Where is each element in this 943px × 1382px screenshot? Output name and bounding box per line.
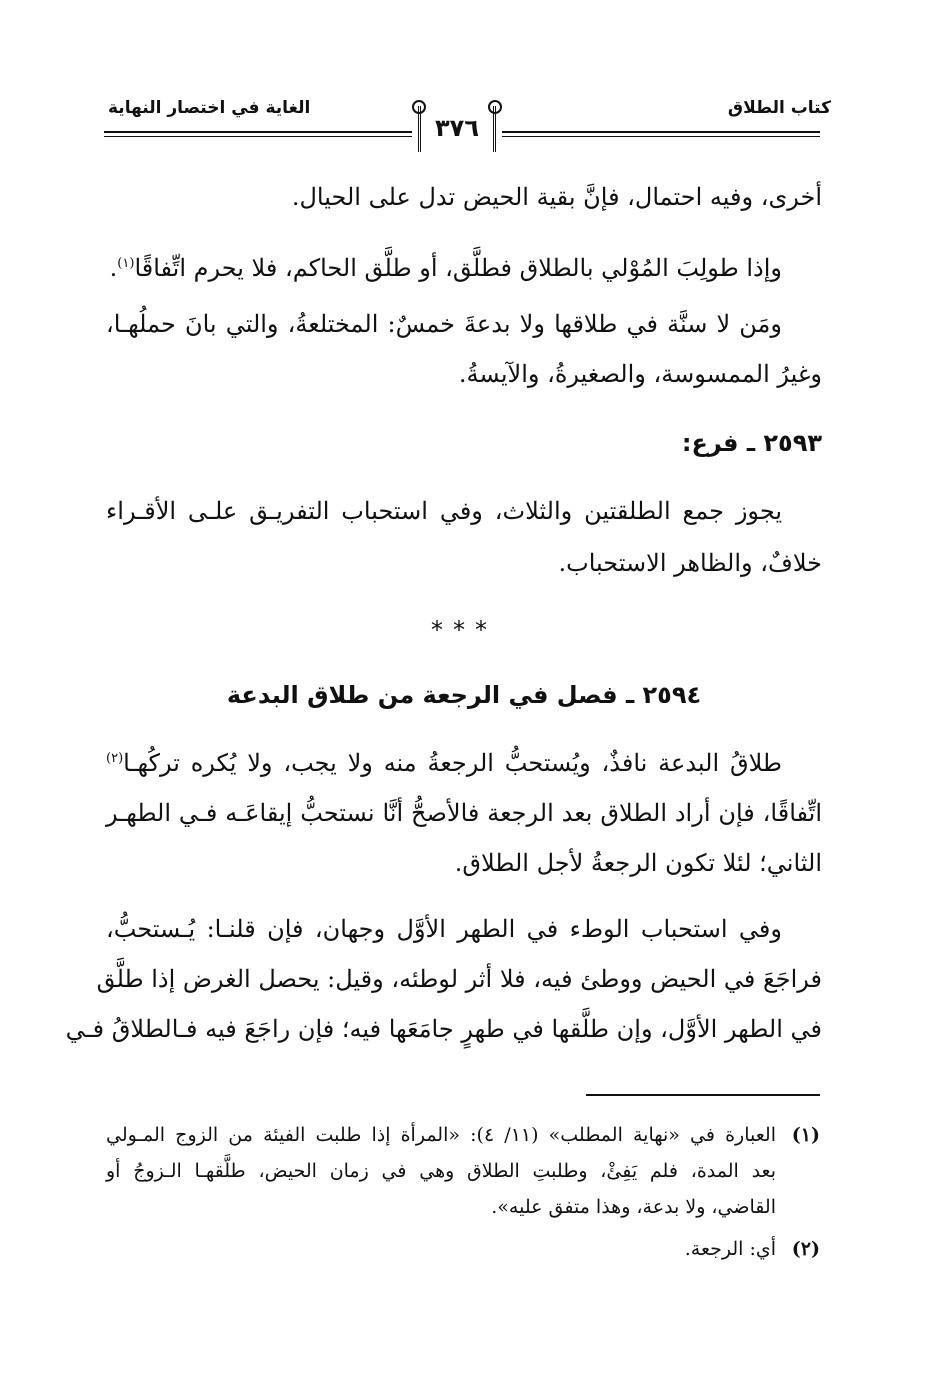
text-span: . [109, 254, 118, 282]
text-span: طلاقُ البدعة نافذٌ، ويُستحبُّ الرجعةُ منه ولا يجب، ولا يُكره تركُهـا [123, 749, 782, 777]
footnote-number: (٢) [791, 1238, 820, 1260]
footnote-ref-1: (١) [117, 256, 135, 271]
footnote-number: (١) [791, 1124, 820, 1146]
text-line: فراجَعَ في الحيض ووطئ فيه، فلا أثر لوطئه، وقيل: يحصل الغرض إذا طلَّق [96, 965, 822, 993]
footnote-line: القاضي، ولا بدعة، وهذا متفق عليه». [491, 1196, 776, 1218]
text-line [106, 740, 822, 782]
footnote-text: العبارة في «نهاية المطلب» (١١/ ٤): «المرأة إذا طلبت الفيئة من الزوج المـولي [106, 1124, 776, 1146]
footnotes [106, 1117, 820, 1267]
text-span: وإذا طولِبَ المُوْلي بالطلاق فطلَّق، أو طلَّق الحاكم، فلا يحرم اتِّفاقًا [134, 254, 782, 282]
paragraph-2 [106, 245, 822, 287]
text-line [106, 245, 822, 287]
paragraph-4 [106, 492, 822, 582]
text-line: يجوز جمع الطلقتين والثلاث، وفي استحباب التفريـق علـى الأقـراء [106, 497, 782, 525]
running-header-section: كتاب الطلاق [727, 98, 831, 118]
branch-heading: ٢٥٩٣ ـ فرع: [681, 429, 822, 457]
footnote-2 [106, 1231, 820, 1267]
footnote-rule [586, 1094, 820, 1096]
section-heading-block [106, 676, 822, 714]
paragraph-3 [106, 305, 822, 393]
footnote-line: بعد المدة، فلم يَفِئْ، وطلبتِ الطلاق وهي في زمان الحيض، طلَّقهـا الـزوجُ أو [106, 1160, 776, 1182]
paragraph-6 [65, 910, 822, 1048]
paragraph-5 [106, 740, 822, 882]
text-line: اتِّفاقًا، فإن أراد الطلاق بعد الرجعة فالأصحُّ أنَّا نستحبُّ إيقاعَـه فـي الطهـر [106, 799, 822, 827]
text-line: أخرى، وفيه احتمال، فإنَّ بقية الحيض تدل على الحيال. [291, 183, 822, 211]
footnote-text: أي: الرجعة. [684, 1238, 776, 1260]
text-line: خلافٌ، والظاهر الاستحباب. [558, 549, 822, 577]
section-separator: *** [431, 616, 497, 644]
text-line: وغيرُ الممسوسة، والصغيرةُ، والآيسةُ. [458, 360, 822, 388]
text-line: في الطهر الأوَّل، وإن طلَّقها في طهرٍ جامَعَها فيه؛ فإن راجَعَ فيه فـالطلاقُ فـي [65, 1015, 822, 1043]
section-heading: ٢٥٩٤ ـ فصل في الرجعة من طلاق البدعة [226, 681, 702, 709]
paragraph-1 [106, 178, 822, 216]
footnote-ref-2: (٢) [106, 751, 124, 766]
branch-heading-block [106, 424, 822, 462]
footnote-1 [106, 1117, 820, 1225]
footnote-line [106, 1117, 820, 1153]
page-number: ٣٧٦ [435, 114, 479, 142]
text-line: الثاني؛ لئلا تكون الرجعةُ لأجل الطلاق. [454, 849, 822, 877]
text-line: ومَن لا سنَّة في طلاقها ولا بدعةَ خمسٌ: المختلعةُ، والتي بانَ حملُهـا، [106, 310, 783, 338]
running-header-title: الغاية في اختصار النهاية [108, 98, 311, 118]
text-line: وفي استحباب الوطء في الطهر الأوَّل وجهان، فإن قلنـا: يُـستحبُّ، [106, 915, 782, 943]
